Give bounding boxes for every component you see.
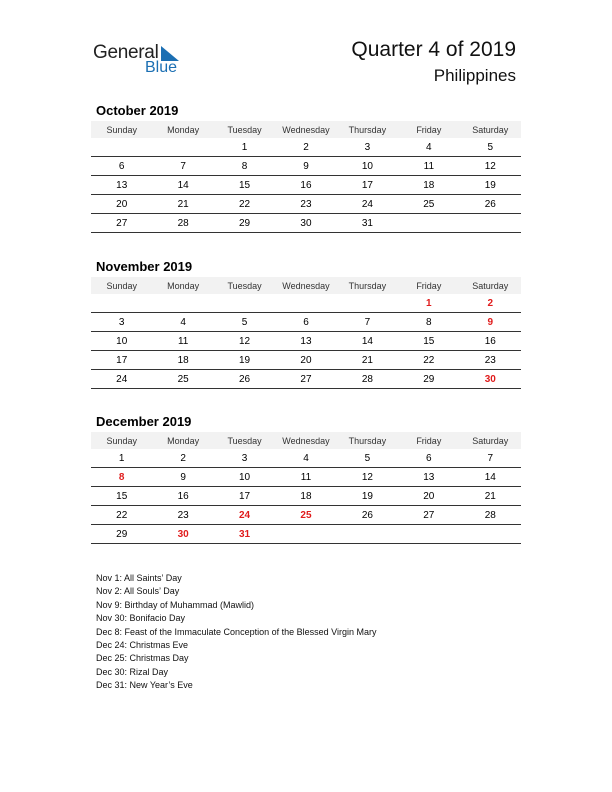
date-cell — [275, 294, 336, 313]
page-title: Quarter 4 of 2019 — [351, 38, 516, 61]
date-cell — [398, 214, 459, 233]
logo-word-blue: Blue — [145, 59, 178, 76]
country-label: Philippines — [433, 66, 516, 85]
date-cell: 12 — [214, 332, 275, 351]
weekday-header: Monday — [152, 277, 213, 294]
date-cell: 14 — [152, 176, 213, 195]
date-cell: 27 — [275, 370, 336, 389]
date-cell: 14 — [460, 468, 521, 487]
weekday-header: Tuesday — [214, 121, 275, 138]
weekday-header: Monday — [152, 121, 213, 138]
date-cell — [337, 525, 398, 544]
week-row — [91, 449, 521, 468]
date-cell: 8 — [398, 313, 459, 332]
month-december — [91, 412, 521, 544]
month-november — [91, 257, 521, 389]
date-cell: 10 — [214, 468, 275, 487]
weekday-header: Thursday — [337, 277, 398, 294]
date-cell: 6 — [91, 157, 152, 176]
week-row — [91, 525, 521, 544]
date-cell: 15 — [214, 176, 275, 195]
date-cell: 26 — [460, 195, 521, 214]
date-cell: 8 — [214, 157, 275, 176]
week-row — [91, 351, 521, 370]
date-cell: 7 — [152, 157, 213, 176]
date-cell: 7 — [337, 313, 398, 332]
date-cell: 29 — [398, 370, 459, 389]
date-cell: 11 — [398, 157, 459, 176]
date-cell: 30 — [275, 214, 336, 233]
date-cell: 15 — [91, 487, 152, 506]
date-cell: 19 — [214, 351, 275, 370]
calendar-table — [91, 121, 521, 233]
date-cell: 19 — [460, 176, 521, 195]
week-row — [91, 214, 521, 233]
date-cell: 25 — [398, 195, 459, 214]
week-row — [91, 506, 521, 525]
date-cell — [152, 294, 213, 313]
month-october — [91, 101, 521, 233]
date-cell — [275, 525, 336, 544]
week-row — [91, 157, 521, 176]
date-cell: 6 — [398, 449, 459, 468]
date-cell: 26 — [337, 506, 398, 525]
date-cell — [460, 525, 521, 544]
date-cell: 15 — [398, 332, 459, 351]
date-cell: 3 — [337, 138, 398, 157]
date-cell: 16 — [460, 332, 521, 351]
date-cell: 18 — [398, 176, 459, 195]
date-cell: 13 — [275, 332, 336, 351]
holiday-note: Dec 8: Feast of the Immaculate Conception of the Blessed Virgin Mary — [96, 626, 377, 637]
weekday-header: Friday — [398, 432, 459, 449]
date-cell: 5 — [214, 313, 275, 332]
week-row — [91, 370, 521, 389]
date-cell: 28 — [152, 214, 213, 233]
date-cell: 26 — [214, 370, 275, 389]
date-cell: 22 — [91, 506, 152, 525]
date-cell: 23 — [152, 506, 213, 525]
weekday-header: Wednesday — [275, 121, 336, 138]
date-cell: 9 — [275, 157, 336, 176]
date-cell: 28 — [337, 370, 398, 389]
date-cell: 27 — [398, 506, 459, 525]
holiday-date-cell: 30 — [152, 525, 213, 544]
week-row — [91, 294, 521, 313]
date-cell: 4 — [275, 449, 336, 468]
date-cell: 20 — [91, 195, 152, 214]
calendar-table — [91, 432, 521, 544]
date-cell: 17 — [91, 351, 152, 370]
brand-logo — [93, 40, 193, 80]
logo-word-general: General — [93, 42, 159, 63]
month-title: October 2019 — [96, 103, 179, 118]
date-cell: 2 — [275, 138, 336, 157]
date-cell: 23 — [460, 351, 521, 370]
date-cell — [91, 294, 152, 313]
date-cell — [460, 214, 521, 233]
weekday-header: Monday — [152, 432, 213, 449]
holiday-date-cell: 24 — [214, 506, 275, 525]
weekday-header: Tuesday — [214, 277, 275, 294]
date-cell: 12 — [337, 468, 398, 487]
date-cell: 21 — [152, 195, 213, 214]
date-cell: 27 — [91, 214, 152, 233]
weekday-header: Thursday — [337, 432, 398, 449]
date-cell: 4 — [152, 313, 213, 332]
month-title: November 2019 — [96, 259, 193, 274]
date-cell: 19 — [337, 487, 398, 506]
date-cell: 24 — [337, 195, 398, 214]
weekday-header: Saturday — [460, 121, 521, 138]
weekday-header: Sunday — [91, 432, 152, 449]
date-cell: 4 — [398, 138, 459, 157]
date-cell — [398, 525, 459, 544]
date-cell: 18 — [275, 487, 336, 506]
holiday-date-cell: 31 — [214, 525, 275, 544]
holiday-date-cell: 1 — [398, 294, 459, 313]
date-cell: 5 — [337, 449, 398, 468]
weekday-header: Saturday — [460, 277, 521, 294]
date-cell: 20 — [398, 487, 459, 506]
date-cell: 11 — [275, 468, 336, 487]
date-cell: 1 — [91, 449, 152, 468]
date-cell: 23 — [275, 195, 336, 214]
weekday-header: Wednesday — [275, 277, 336, 294]
holiday-note: Nov 30: Bonifacio Day — [96, 613, 186, 624]
weekday-header: Saturday — [460, 432, 521, 449]
date-cell: 20 — [275, 351, 336, 370]
date-cell: 14 — [337, 332, 398, 351]
date-cell: 25 — [152, 370, 213, 389]
holiday-note: Nov 2: All Souls’ Day — [96, 586, 180, 597]
date-cell: 13 — [398, 468, 459, 487]
week-row — [91, 195, 521, 214]
date-cell: 3 — [214, 449, 275, 468]
week-row — [91, 313, 521, 332]
holiday-date-cell: 8 — [91, 468, 152, 487]
calendar-table — [91, 277, 521, 389]
date-cell: 2 — [152, 449, 213, 468]
date-cell: 3 — [91, 313, 152, 332]
date-cell: 17 — [337, 176, 398, 195]
month-title: December 2019 — [96, 414, 192, 429]
date-cell: 16 — [275, 176, 336, 195]
date-cell: 13 — [91, 176, 152, 195]
holiday-note: Nov 9: Birthday of Muhammad (Mawlid) — [96, 599, 255, 610]
date-cell — [152, 138, 213, 157]
weekday-header: Sunday — [91, 277, 152, 294]
date-cell — [337, 294, 398, 313]
date-cell: 5 — [460, 138, 521, 157]
date-cell: 22 — [398, 351, 459, 370]
week-row — [91, 332, 521, 351]
holiday-note: Dec 25: Christmas Day — [96, 653, 189, 664]
weekday-header: Sunday — [91, 121, 152, 138]
date-cell: 12 — [460, 157, 521, 176]
date-cell: 29 — [214, 214, 275, 233]
date-cell: 18 — [152, 351, 213, 370]
holiday-date-cell: 30 — [460, 370, 521, 389]
date-cell: 7 — [460, 449, 521, 468]
date-cell — [214, 294, 275, 313]
week-row — [91, 487, 521, 506]
weekday-header: Wednesday — [275, 432, 336, 449]
weekday-header: Tuesday — [214, 432, 275, 449]
date-cell — [91, 138, 152, 157]
date-cell: 22 — [214, 195, 275, 214]
date-cell: 31 — [337, 214, 398, 233]
week-row — [91, 468, 521, 487]
date-cell: 1 — [214, 138, 275, 157]
holiday-note: Nov 1: All Saints’ Day — [96, 573, 182, 583]
weekday-header: Thursday — [337, 121, 398, 138]
weekday-header: Friday — [398, 121, 459, 138]
date-cell: 29 — [91, 525, 152, 544]
holiday-note: Dec 31: New Year’s Eve — [96, 680, 193, 691]
holiday-date-cell: 25 — [275, 506, 336, 525]
holiday-note: Dec 30: Rizal Day — [96, 666, 169, 677]
date-cell: 16 — [152, 487, 213, 506]
date-cell: 6 — [275, 313, 336, 332]
holiday-date-cell: 9 — [460, 313, 521, 332]
weekday-header: Friday — [398, 277, 459, 294]
week-row — [91, 138, 521, 157]
date-cell: 28 — [460, 506, 521, 525]
holiday-notes — [96, 572, 426, 693]
week-row — [91, 176, 521, 195]
date-cell: 21 — [460, 487, 521, 506]
date-cell: 9 — [152, 468, 213, 487]
date-cell: 17 — [214, 487, 275, 506]
date-cell: 10 — [337, 157, 398, 176]
date-cell: 24 — [91, 370, 152, 389]
holiday-note: Dec 24: Christmas Eve — [96, 640, 189, 651]
date-cell: 21 — [337, 351, 398, 370]
date-cell: 10 — [91, 332, 152, 351]
date-cell: 11 — [152, 332, 213, 351]
holiday-date-cell: 2 — [460, 294, 521, 313]
